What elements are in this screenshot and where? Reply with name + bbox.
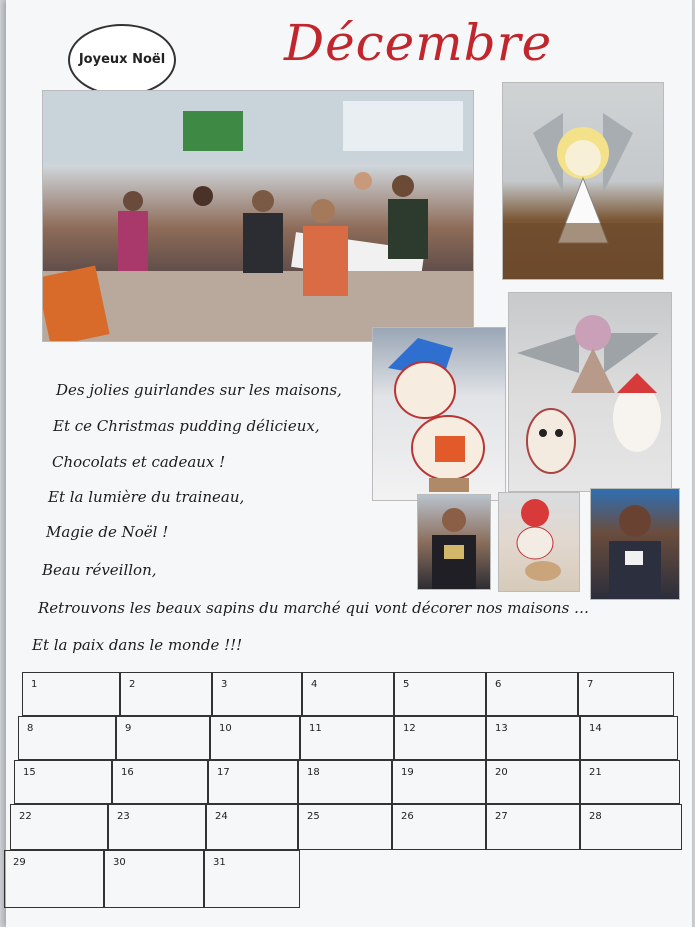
calendar-day-number: 12 — [403, 723, 416, 734]
month-title: Décembre — [284, 14, 553, 72]
poem-line: Et la paix dans le monde !!! — [32, 636, 243, 654]
calendar-day-cell — [208, 760, 298, 804]
calendar-day-number: 13 — [495, 723, 508, 734]
poem-line: Des jolies guirlandes sur les maisons, — [56, 381, 342, 399]
calendar-day-cell — [204, 850, 300, 908]
calendar-day-number: 15 — [23, 767, 36, 778]
calendar-day-cell — [300, 716, 394, 760]
calendar-day-number: 17 — [217, 767, 230, 778]
calendar-day-number: 2 — [129, 679, 136, 690]
calendar-day-cell — [108, 804, 206, 850]
calendar-day-cell — [580, 804, 682, 850]
calendar-day-cell — [392, 804, 486, 850]
calendar-day-number: 3 — [221, 679, 228, 690]
calendar-day-cell — [486, 716, 580, 760]
poem-line: Beau réveillon, — [42, 561, 157, 579]
calendar-day-number: 24 — [215, 811, 228, 822]
calendar-day-cell — [486, 804, 580, 850]
calendar-day-number: 7 — [587, 679, 594, 690]
calendar-day-number: 25 — [307, 811, 320, 822]
calendar-day-number: 1 — [31, 679, 38, 690]
calendar-day-number: 29 — [13, 857, 26, 868]
calendar-day-cell — [116, 716, 210, 760]
calendar-day-cell — [18, 716, 116, 760]
poem-line: Et la lumière du traineau, — [48, 488, 245, 506]
calendar-day-number: 23 — [117, 811, 130, 822]
calendar-day-number: 28 — [589, 811, 602, 822]
calendar-day-cell — [112, 760, 208, 804]
calendar-day-cell — [298, 760, 392, 804]
calendar-day-number: 16 — [121, 767, 134, 778]
calendar-day-cell — [14, 760, 112, 804]
calendar-day-cell — [394, 716, 486, 760]
calendar-day-cell — [580, 716, 678, 760]
calendar-day-number: 19 — [401, 767, 414, 778]
poem-line: Et ce Christmas pudding délicieux, — [53, 417, 320, 435]
calendar-day-number: 26 — [401, 811, 414, 822]
calendar-day-number: 31 — [213, 857, 226, 868]
calendar-day-cell — [104, 850, 204, 908]
calendar-day-cell — [22, 672, 120, 716]
calendar-day-cell — [10, 804, 108, 850]
logo-text: Joyeux Noël — [78, 52, 166, 67]
calendar-day-number: 5 — [403, 679, 410, 690]
calendar-day-cell — [486, 672, 578, 716]
poem-line: Retrouvons les beaux sapins du marché qui vont décorer nos maisons … — [38, 599, 590, 617]
calendar-day-number: 9 — [125, 723, 132, 734]
calendar-day-number: 21 — [589, 767, 602, 778]
calendar-day-number: 30 — [113, 857, 126, 868]
calendar-day-cell — [206, 804, 298, 850]
calendar-day-cell — [392, 760, 486, 804]
calendar-day-number: 18 — [307, 767, 320, 778]
calendar-day-cell — [120, 672, 212, 716]
calendar-day-cell — [580, 760, 680, 804]
calendar-day-cell — [302, 672, 394, 716]
calendar-day-number: 22 — [19, 811, 32, 822]
poem-line: Magie de Noël ! — [46, 523, 169, 541]
calendar-day-cell — [578, 672, 674, 716]
calendar-day-number: 4 — [311, 679, 318, 690]
calendar-day-cell — [210, 716, 300, 760]
calendar-day-number: 8 — [27, 723, 34, 734]
calendar-day-number: 6 — [495, 679, 502, 690]
calendar-day-number: 11 — [309, 723, 322, 734]
calendar-day-cell — [486, 760, 580, 804]
poem-line: Chocolats et cadeaux ! — [52, 453, 226, 471]
calendar-day-number: 10 — [219, 723, 232, 734]
calendar-day-cell — [394, 672, 486, 716]
calendar-day-number: 27 — [495, 811, 508, 822]
calendar-day-number: 14 — [589, 723, 602, 734]
calendar-day-cell — [212, 672, 302, 716]
calendar-day-cell — [298, 804, 392, 850]
calendar-day-cell — [4, 850, 104, 908]
calendar-day-number: 20 — [495, 767, 508, 778]
